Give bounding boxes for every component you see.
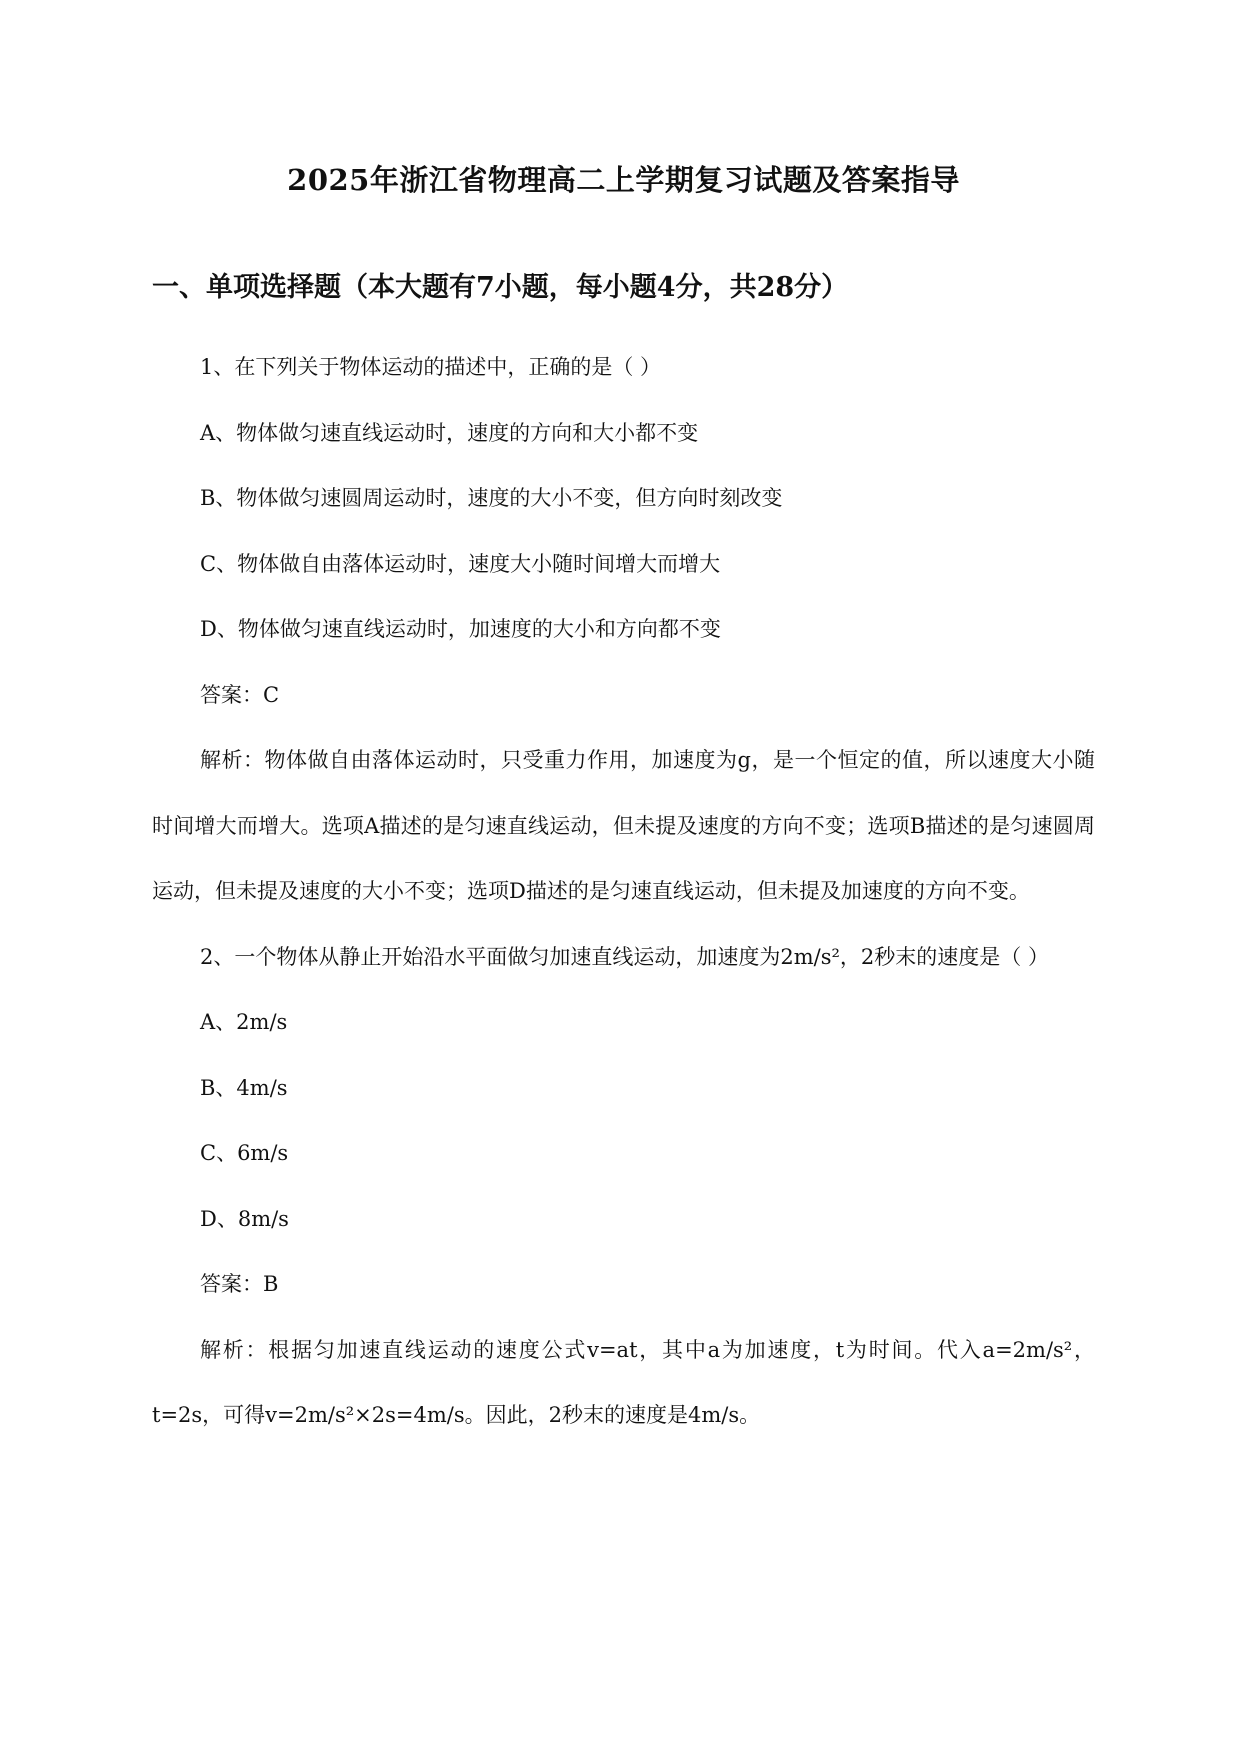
question-stem: 2、一个物体从静止开始沿水平面做匀加速直线运动，加速度为2m/s²，2秒末的速度是（ ）: [200, 944, 1049, 969]
option-b: B、4m/s: [200, 1075, 288, 1100]
document-title: 2025年浙江省物理高二上学期复习试题及答案指导: [287, 163, 960, 197]
question-1: [152, 335, 1095, 925]
option-a: A、2m/s: [200, 1010, 288, 1034]
analysis: 解析：根据匀加速直线运动的速度公式v=at，其中a为加速度，t为时间。代入a=2m/s²，t=2s，可得v=2m/s²×2s=4m/s。因此，2秒末的速度是4m/s。: [152, 1337, 1095, 1427]
option-d: D、8m/s: [200, 1206, 289, 1231]
answer: 答案：C: [200, 682, 280, 707]
answer: 答案：B: [200, 1272, 279, 1296]
question-2: [152, 925, 1095, 1449]
option-d: D、物体做匀速直线运动时，加速度的大小和方向都不变: [200, 617, 721, 641]
analysis: 解析：物体做自由落体运动时，只受重力作用，加速度为g，是一个恒定的值，所以速度大小随时间增大而增大。选项A描述的是匀速直线运动，但未提及速度的方向不变；选项B描述的是匀速圆周运动，但未提及速度的大小不变；选项D描述的是匀速直线运动，但未提及加速度的方向不变。: [152, 748, 1095, 903]
option-a: A、物体做匀速直线运动时，速度的方向和大小都不变: [200, 420, 699, 445]
option-c: C、物体做自由落体运动时，速度大小随时间增大而增大: [200, 551, 721, 576]
option-b: B、物体做匀速圆周运动时，速度的大小不变，但方向时刻改变: [200, 486, 783, 510]
section-heading: 一、单项选择题（本大题有7小题，每小题4分，共28分）: [152, 272, 849, 303]
question-stem: 1、在下列关于物体运动的描述中，正确的是（ ）: [200, 355, 662, 379]
option-c: C、6m/s: [200, 1141, 289, 1165]
